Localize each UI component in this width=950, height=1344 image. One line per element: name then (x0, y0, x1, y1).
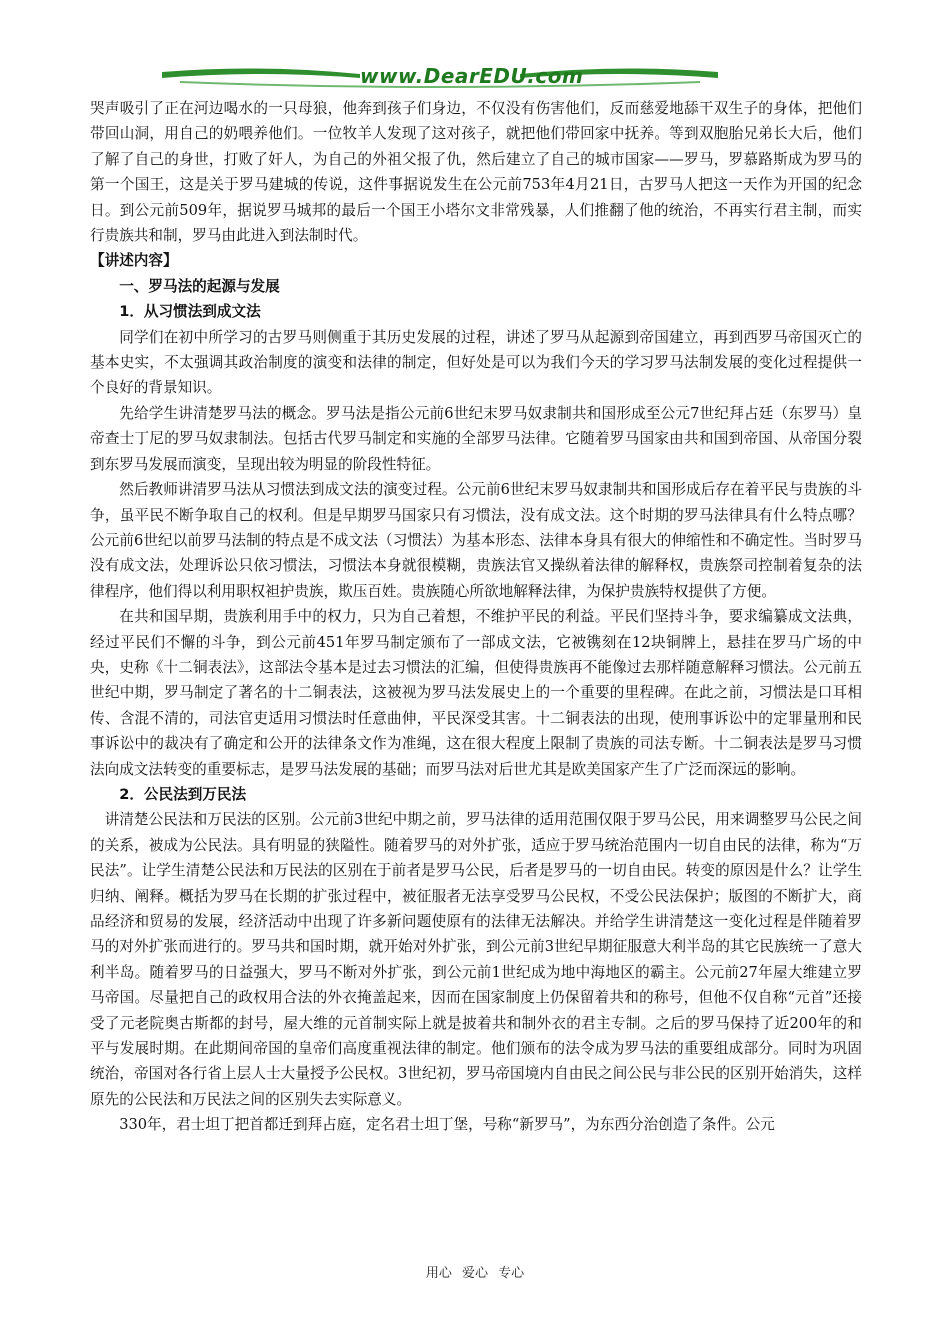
paragraph-constantinople: 330年，君士坦丁把首都迁到拜占庭，定名君士坦丁堡，号称“新罗马”，为东西分治创造了条件。公元 (119, 1116, 775, 1134)
page-footer: 用心 爱心 专心 (425, 1266, 525, 1281)
paragraph-definition: 先给学生讲清楚罗马法的概念。罗马法是指公元前6世纪末罗马奴隶制共和国形成至公元7世纪拜占廷（东罗马）皇帝查士丁尼的罗马奴隶制法。包括古代罗马制定和实施的全部罗马法律。它随着罗马国家由共和国到帝国、从帝国分裂到东罗马发展而演变，呈现出较为明显的阶段性特征。 (90, 404, 862, 473)
paragraph-legend: 哭声吸引了正在河边喝水的一只母狼，他奔到孩子们身边，不仅没有伤害他们，反而慈爱地舔干双生子的身体，把他们带回山洞，用自己的奶喂养他们。一位牧羊人发现了这对孩子，就把他们带回家中抚养。等到双胞胎兄弟长大后，他们了解了自己的身世，打败了奸人，为自己的外祖父报了仇，然后建立了自己的城市国家——罗马，罗慕路斯成为罗马的第一个国王，这是关于罗马建城的传说，这件事据说发生在公元前753年4月21日，古罗马人把这一天作为开国的纪念日。到公元前509年，据说罗马城邦的最后一个国王小塔尔文非常残暴，人们推翻了他的统治，不再实行君主制，而实行贵族共和制，罗马由此进入到法制时代。 (90, 100, 862, 245)
heading-customary-to-written: 1．从习惯法到成文法 (119, 303, 261, 321)
paragraph-civil-vs-gentium: 讲清楚公民法和万民法的区别。公元前3世纪中期之前，罗马法律的适用范围仅限于罗马公民，用来调整罗马公民之间的关系，被成为公民法。具有明显的狭隘性。随着罗马的对外扩张，适应于罗马统治范围内一切自由民的法律，称为“万民法”。让学生清楚公民法和万民法的区别在于前者是罗马公民，后者是罗马的一切自由民。转变的原因是什么？让学生归纳、阐释。概括为罗马在长期的扩张过程中，被征服者无法享受罗马公民权，不受公民法保护；版图的不断扩大，商品经济和贸易的发展，经济活动中出现了许多新问题使原有的法律无法解决。并给学生讲清楚这一变化过程是伴随着罗马的对外扩张而进行的。罗马共和国时期，就开始对外扩张，到公元前3世纪早期征服意大利半岛的其它民族统一了意大利半岛。随着罗马的日益强大，罗马不断对外扩张，到公元前1世纪成为地中海地区的霸主。公元前27年屋大维建立罗马帝国。尽量把自己的政权用合法的外衣掩盖起来，因而在国家制度上仍保留着共和的称号，但他不仅自称“元首”还接受了元老院奥古斯都的封号，屋大维的元首制实际上就是披着共和制外衣的君主专制。之后的罗马保持了近200年的和平与发展时期。在此期间帝国的皇帝们高度重视法律的制定。他们颁布的法令成为罗马法的重要组成部分。同时为巩固统治，帝国对各行省上层人士大量授予公民权。3世纪初，罗马帝国境内自由民之间公民与非公民的区别开始消失，这样原先的公民法和万民法之间的区别失去实际意义。 (90, 811, 862, 1108)
paragraph-background: 同学们在初中所学习的古罗马则侧重于其历史发展的过程，讲述了罗马从起源到帝国建立，再到西罗马帝国灭亡的基本史实，不太强调其政治制度的演变和法律的制定，但好处是可以为我们今天的学习罗马法制发展的变化过程提供一个良好的背景知识。 (90, 328, 862, 397)
site-header-banner (160, 58, 720, 92)
heading-civil-to-gentium: 2．公民法到万民法 (119, 785, 247, 803)
section-label: 【讲述内容】 (90, 252, 178, 270)
site-url-logo: www.DearEDU.com (360, 64, 584, 88)
paragraph-twelve-tables: 在共和国早期，贵族利用手中的权力，只为自己着想，不维护平民的利益。平民们坚持斗争，要求编纂成文法典，经过平民们不懈的斗争，到公元前451年罗马制定颁布了一部成文法，它被镌刻在12块铜牌上，悬挂在罗马广场的中央，史称《十二铜表法》，这部法令基本是过去习惯法的汇编，但使得贵族再不能像过去那样随意解释习惯法。公元前五世纪中期，罗马制定了著名的十二铜表法，这被视为罗马法发展史上的一个重要的里程碑。在此之前，习惯法是口耳相传、含混不清的，司法官吏适用习惯法时任意曲伸，平民深受其害。十二铜表法的出现，使刑事诉讼中的定罪量刑和民事诉讼中的裁决有了确定和公开的法律条文作为准绳，这在很大程度上限制了贵族的司法专断。十二铜表法是罗马习惯法向成文法转变的重要标志，是罗马法发展的基础；而罗马法对后世尤其是欧美国家产生了广泛而深远的影响。 (90, 608, 862, 778)
paragraph-evolution: 然后教师讲清罗马法从习惯法到成文法的演变过程。公元前6世纪末罗马奴隶制共和国形成后存在着平民与贵族的斗争，虽平民不断争取自己的权利。但是早期罗马国家只有习惯法，没有成文法。这个时期的罗马法律具有什么特点哪？公元前6世纪以前罗马法制的特点是不成文法（习惯法）为基本形态、法律本身具有很大的伸缩性和不确定性。当时罗马没有成文法，处理诉讼只依习惯法，习惯法本身就很模糊，贵族法官又操纵着法律的解释权，贵族祭司控制着复杂的法律程序，他们得以利用职权袒护贵族，欺压百姓。贵族随心所欲地解释法律，为保护贵族特权提供了方便。 (90, 481, 862, 600)
heading-origin-development: 一、罗马法的起源与发展 (119, 277, 280, 295)
document-body (90, 96, 862, 1138)
